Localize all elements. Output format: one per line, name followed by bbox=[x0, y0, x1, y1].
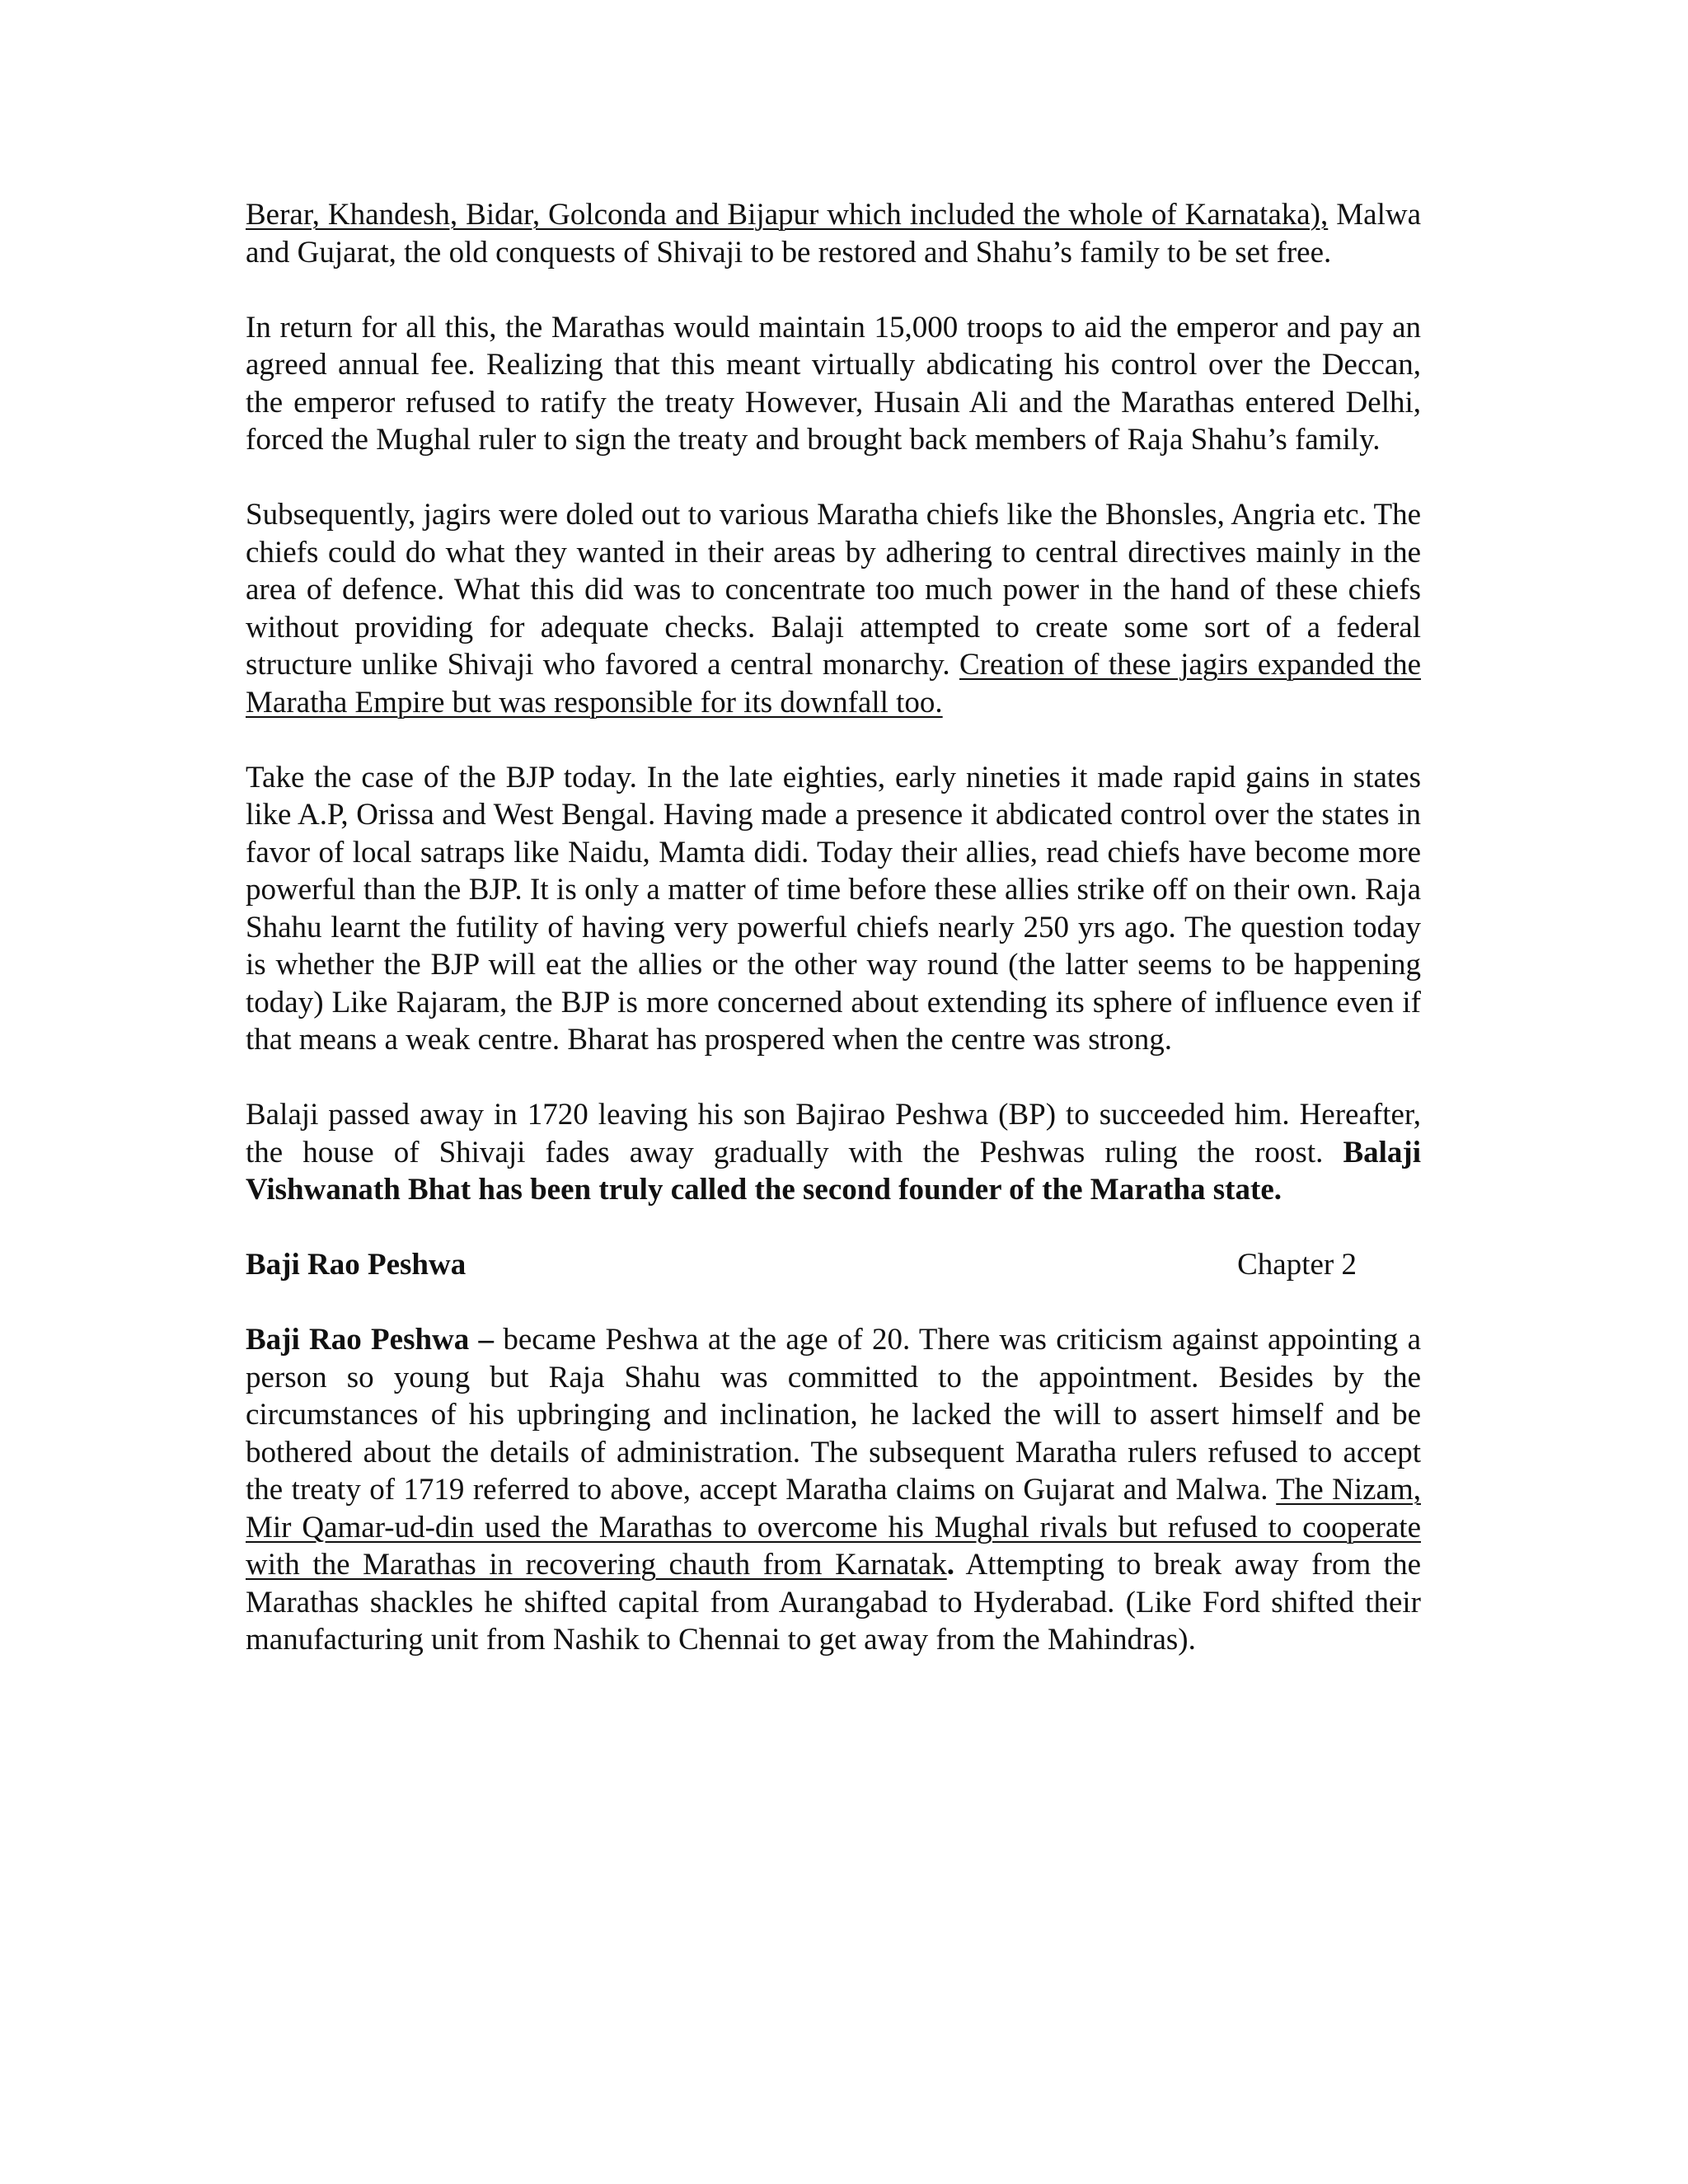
paragraph-baji-rao bbox=[246, 1321, 1421, 1659]
section-heading bbox=[246, 1246, 1421, 1284]
underlined-text: Berar, Khandesh, Bidar, Golconda and Bijapur which included the whole of Karnataka), bbox=[246, 198, 1329, 232]
paragraph-jagirs bbox=[246, 496, 1421, 721]
bold-text: Balaji Vishwanath Bhat has been truly called the second founder of the Maratha state. bbox=[246, 1135, 1421, 1207]
paragraph-bjp-comparison bbox=[246, 759, 1421, 1059]
body-text: Take the case of the BJP today. In the late eighties, early nineties it made rapid gains in states like A.P, Orissa and West Bengal. Having made a presence it abdicated control over the states in favor of local satraps like Naidu, Mamta didi. Today their allies, read chiefs have become more powerful than the BJP. It is only a matter of time before these allies strike off on their own. Raja Shahu learnt the futility of having very powerful chiefs nearly 250 yrs ago. The question today is whether the BJP will eat the allies or the other way round (the latter seems to be happening today) Like Rajaram, the BJP is more concerned about extending its sphere of influence even if that means a weak centre. Bharat has prospered when the centre was strong. bbox=[246, 760, 1421, 1057]
body-text: In return for all this, the Marathas would maintain 15,000 troops to aid the emperor and pay an agreed annual fee. Realizing that this meant virtually abdicating his control over the Deccan, the emperor refused to ratify the treaty However, Husain Ali and the Marathas entered Delhi, forced the Mughal ruler to sign the treaty and brought back members of Raja Shahu’s family. bbox=[246, 310, 1421, 457]
underlined-text: Creation of these jagirs expanded the Maratha Empire but was responsible for its downfall too. bbox=[246, 648, 1422, 719]
body-text: Malwa and Gujarat, the old conquests of Shivaji to be restored and Shahu’s family to be set free. bbox=[246, 198, 1421, 269]
paragraph-balaji-death bbox=[246, 1096, 1421, 1209]
body-text: Subsequently, jagirs were doled out to various Maratha chiefs like the Bhonsles, Angria etc. The chiefs could do what they wanted in their areas by adhering to central directives mainly in the area of defence. What this did was to concentrate too much power in the hand of these chiefs without providing for adequate checks. Balaji attempted to create some sort of a federal structure unlike Shivaji who favored a central monarchy. bbox=[246, 498, 1421, 682]
section-title: Baji Rao Peshwa bbox=[246, 1248, 467, 1282]
document-page bbox=[246, 196, 1421, 1659]
chapter-label: Chapter 2 bbox=[1237, 1248, 1357, 1282]
body-text: Balaji passed away in 1720 leaving his son Bajirao Peshwa (BP) to succeeded him. Hereafter, the house of Shivaji fades away gradually with the Peshwas ruling the roost. bbox=[246, 1098, 1421, 1169]
paragraph-treaty-terms bbox=[246, 196, 1421, 271]
bold-text: Baji Rao Peshwa – bbox=[246, 1323, 495, 1357]
body-text: Attempting to break away from the Marathas shackles he shifted capital from Aurangabad to Hyderabad. (Like Ford shifted their manufacturing unit from Nashik to Chennai to get away from the Mahindras). bbox=[246, 1548, 1421, 1657]
bold-text: . bbox=[946, 1548, 954, 1582]
underlined-text: The Nizam, Mir Qamar-ud-din used the Marathas to overcome his Mughal rivals but refused to cooperate with the Marathas in recovering chauth from Karnatak bbox=[246, 1473, 1421, 1582]
paragraph-maratha-troops bbox=[246, 309, 1421, 459]
body-text: became Peshwa at the age of 20. There was criticism against appointing a person so young but Raja Shahu was committed to the appointment. Besides by the circumstances of his upbringing and inclination, he lacked the will to assert himself and be bothered about the details of administration. The subsequent Maratha rulers refused to accept the treaty of 1719 referred to above, accept Maratha claims on Gujarat and Malwa. bbox=[246, 1323, 1421, 1507]
